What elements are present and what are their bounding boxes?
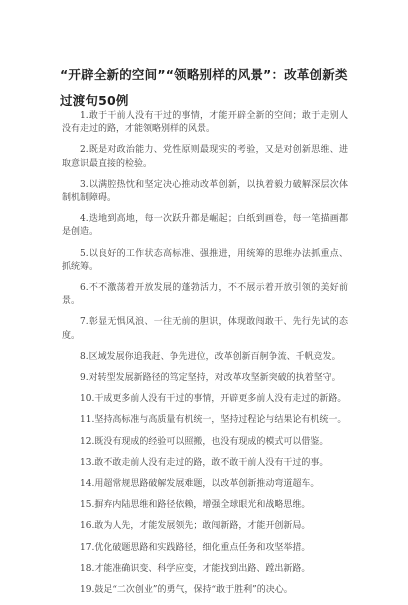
list-item: 19.鼓足“二次创业”的勇气，保持“敢于胜利”的决心。 <box>80 585 293 596</box>
list-item: 18.才能准确识变、科学应变，才能找到出路、蹚出新路。 <box>80 563 311 574</box>
list-item: 1.敢于干前人没有干过的事情，才能开辟全新的空间；敢于走别人没有走过的路，才能领略别样的风景。 <box>62 111 348 135</box>
list-item: 7.彰显无惧风浪、一往无前的胆识，体现敢闯敢干、先行先试的态度。 <box>62 317 348 341</box>
list-item: 16.敢为人先，才能发展领先；敢闯新路，才能开创新局。 <box>80 521 311 532</box>
list-item: 6.不不激荡着开放发展的蓬勃活力，不不展示着开放引领的美好前景。 <box>62 283 348 307</box>
list-item: 14.用超常规思路破解发展难题，以改革创新推动弯道超车。 <box>80 479 320 490</box>
list-item: 2.既是对政治能力、党性原则最现实的考验，又是对创新思维、进取意识最直接的检验。 <box>62 145 348 169</box>
list-item: 12.既没有现成的经验可以照搬，也没有现成的模式可以借鉴。 <box>80 436 329 447</box>
list-item: 3.以满腔热忱和坚定决心推动改革创新，以执着毅力破解深层次体制机制障碍。 <box>62 179 348 204</box>
list-item: 5.以良好的工作状态高标准、强推进，用统筹的思维办法抓重点、抓统筹。 <box>62 248 348 272</box>
document-title: “开辟全新的空间”“领略别样的风景”：改革创新类过渡句50例 <box>60 67 348 108</box>
list-item: 11.坚持高标准与高质量有机统一，坚持过程论与结果论有机统一。 <box>80 415 347 426</box>
list-item: 8.区域发展你追我赶、争先进位，改革创新百舸争流、千帆竞发。 <box>80 351 341 362</box>
list-item: 13.敢不敢走前人没有走过的路，敢不敢干前人没有干过的事。 <box>80 457 329 468</box>
item-list <box>62 110 348 605</box>
list-item: 15.摒弃内陆思维和路径依赖，增强全球眼光和战略思维。 <box>80 500 311 511</box>
list-item: 10.干成更多前人没有干过的事情，开辟更多前人没有走过的新路。 <box>80 394 347 405</box>
list-item: 4.迭地到高地，每一次跃升都是崛起；白纸到画卷，每一笔描画都是创造。 <box>62 214 348 238</box>
list-item: 9.对转型发展新路径的笃定坚持，对改革攻坚新突破的执着坚守。 <box>80 373 341 384</box>
list-item: 17.优化破题思路和实践路径，细化重点任务和攻坚举措。 <box>80 542 311 553</box>
